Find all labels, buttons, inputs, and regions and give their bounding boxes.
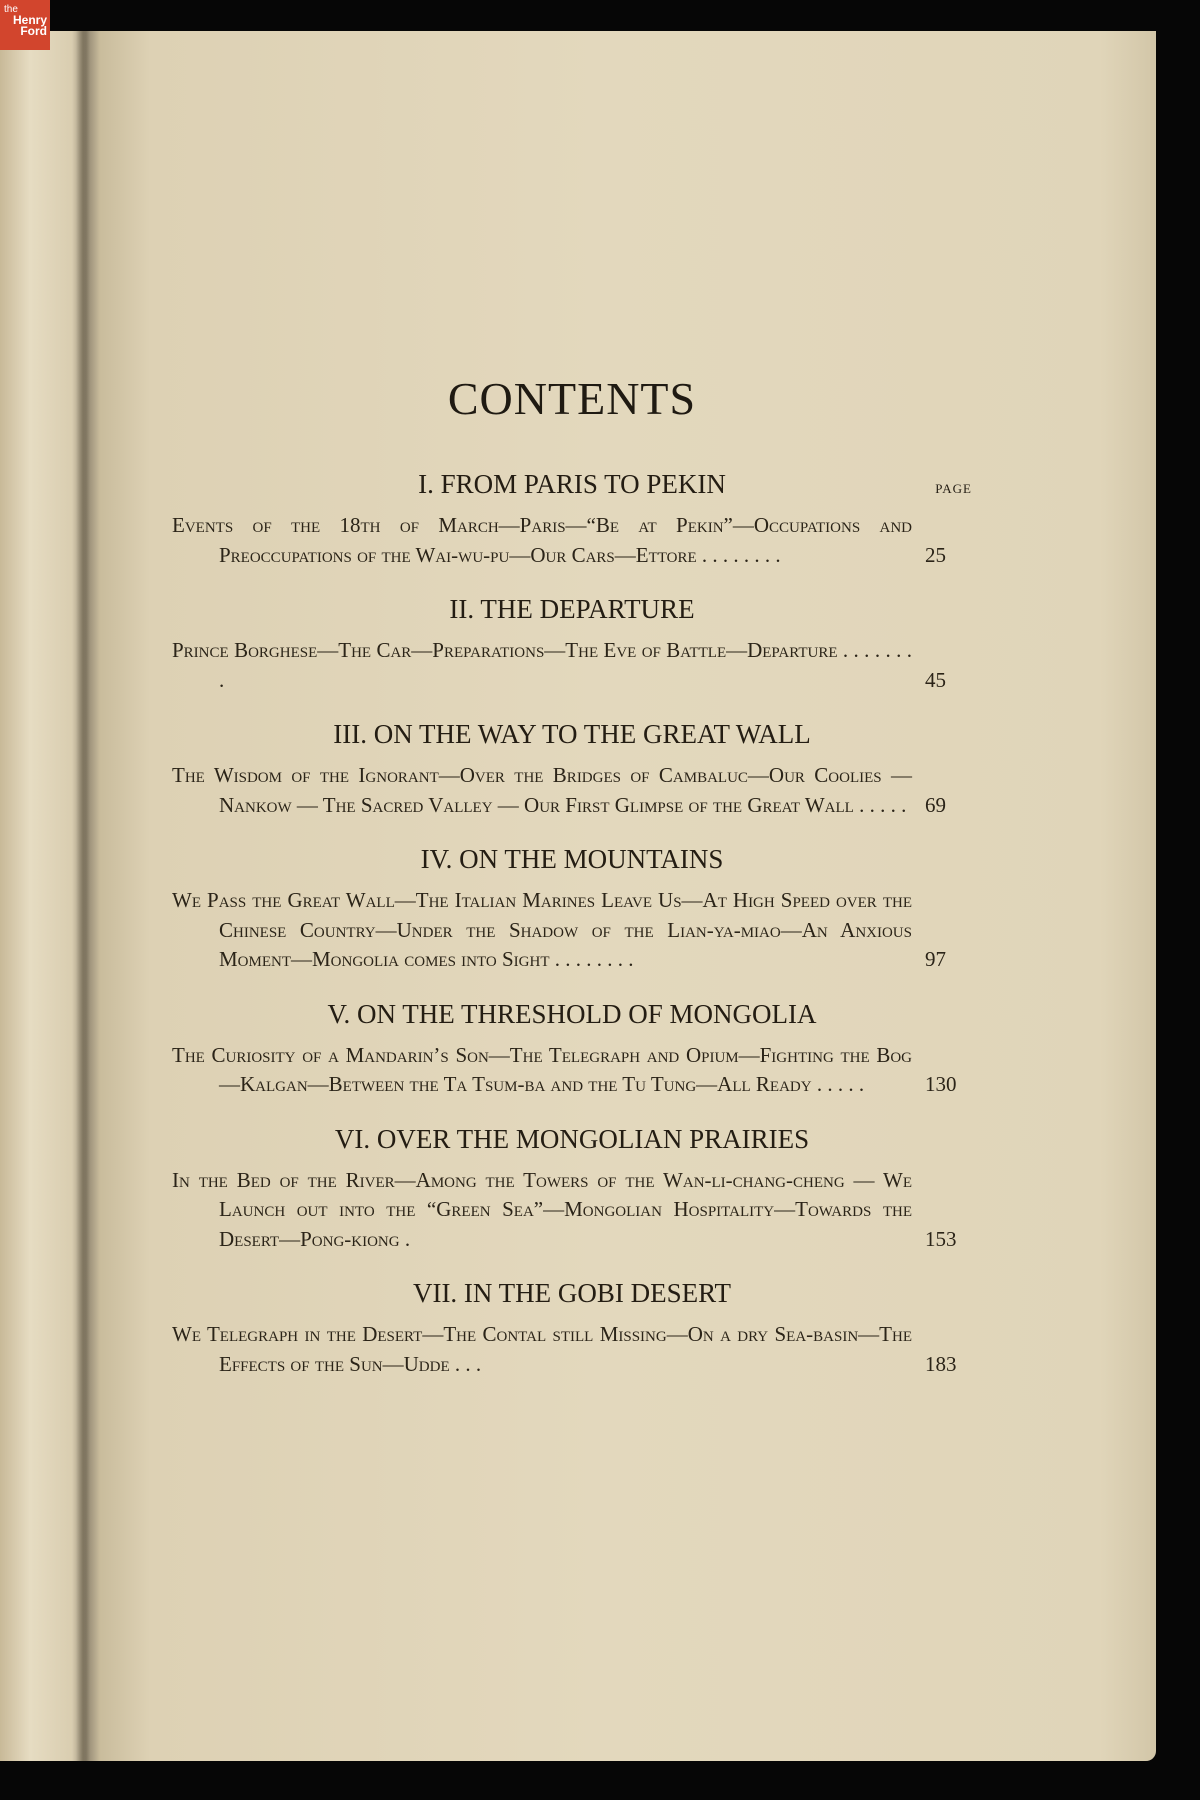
chapter-entry-5 [172,999,972,1100]
chapter-entry-1 [172,469,972,570]
chapter-summary: The Wisdom of the Ignorant—Over the Bridges of Cambaluc—Our Coolies — Nankow — The Sacred Valley — Our First Glimpse of the Great Wall . . . . . 69 [172,763,946,817]
chapter-summary-text: Prince Borghese—The Car—Preparations—The Eve of Battle—Departure . . . . . . . . [172,638,912,692]
chapter-heading: VI. OVER THE MONGOLIAN PRAIRIES [334,1123,810,1154]
chapter-summary: Prince Borghese—The Car—Preparations—The Eve of Battle—Departure . . . . . . . . 45 [172,638,946,692]
chapter-entry-4 [172,844,972,975]
chapter-summary: The Curiosity of a Mandarin’s Son—The Telegraph and Opium—Fighting the Bog—Kalgan—Between the Ta Tsum-ba and the Tu Tung—All Ready . . . . . 130 [172,1042,957,1096]
chapter-summary-text: The Curiosity of a Mandarin’s Son—The Telegraph and Opium—Fighting the Bog—Kalgan—Between the Ta Tsum-ba and the Tu Tung—All Ready . . . . . [172,1042,912,1096]
chapter-heading: III. ON THE WAY TO THE GREAT WALL [333,719,811,749]
chapter-entry-3 [172,719,972,820]
page-column-label: PAGE [935,481,972,496]
page-gutter [76,31,90,1761]
chapter-heading: II. THE DEPARTURE [449,594,695,624]
logo-word-ford: Ford [20,24,47,38]
page-title: CONTENTS [447,373,697,424]
chapter-summary-text: We Pass the Great Wall—The Italian Marines Leave Us—At High Speed over the Chinese Country—Under the Shadow of the Lian-ya-miao—An Anxious Moment—Mongolia comes into Sight . . . . . . . . [172,888,912,971]
logo-word-henry: Henry [12,13,47,27]
chapter-summary: Events of the 18th of March—Paris—“Be at Pekin”—Occupations and Preoccupations of the Wai-wu-pu—Our Cars—Ettore . . . . . . . . 25 [172,513,946,567]
chapter-summary-text: We Telegraph in the Desert—The Contal still Missing—On a dry Sea-basin—The Effects of the Sun—Udde . . . [172,1322,912,1376]
chapter-heading: VII. IN THE GOBI DESERT [412,1278,732,1308]
chapter-heading: V. ON THE THRESHOLD OF MONGOLIA [327,998,817,1029]
table-of-contents [172,372,972,1403]
chapter-summary-text: Events of the 18th of March—Paris—“Be at Pekin”—Occupations and Preoccupations of the Wai-wu-pu—Our Cars—Ettore . . . . . . . . [172,513,912,567]
chapter-entry-7 [172,1278,972,1379]
chapter-heading: IV. ON THE MOUNTAINS [420,844,724,874]
logo-word-the: the [4,4,18,15]
chapter-summary: In the Bed of the River—Among the Towers of the Wan-li-chang-cheng — We Launch out into the “Green Sea”—Mongolian Hospitality—Towards the Desert—Pong-kiong . 153 [172,1167,957,1251]
henry-ford-logo [0,0,50,50]
chapter-summary-text: In the Bed of the River—Among the Towers of the Wan-li-chang-cheng — We Launch out into the “Green Sea”—Mongolian Hospitality—Towards the Desert—Pong-kiong . [172,1167,912,1251]
chapter-heading: I. FROM PARIS TO PEKIN [418,469,726,499]
chapter-summary: We Telegraph in the Desert—The Contal still Missing—On a dry Sea-basin—The Effects of the Sun—Udde . . . 183 [172,1322,957,1376]
chapter-entry-6 [172,1124,972,1255]
chapter-summary: We Pass the Great Wall—The Italian Marines Leave Us—At High Speed over the Chinese Country—Under the Shadow of the Lian-ya-miao—An Anxious Moment—Mongolia comes into Sight . . . . . . . . 97 [172,888,946,971]
chapter-summary-text: The Wisdom of the Ignorant—Over the Bridges of Cambaluc—Our Coolies — Nankow — The Sacred Valley — Our First Glimpse of the Great Wall . . . . . [172,763,912,817]
chapter-entry-2 [172,594,972,695]
